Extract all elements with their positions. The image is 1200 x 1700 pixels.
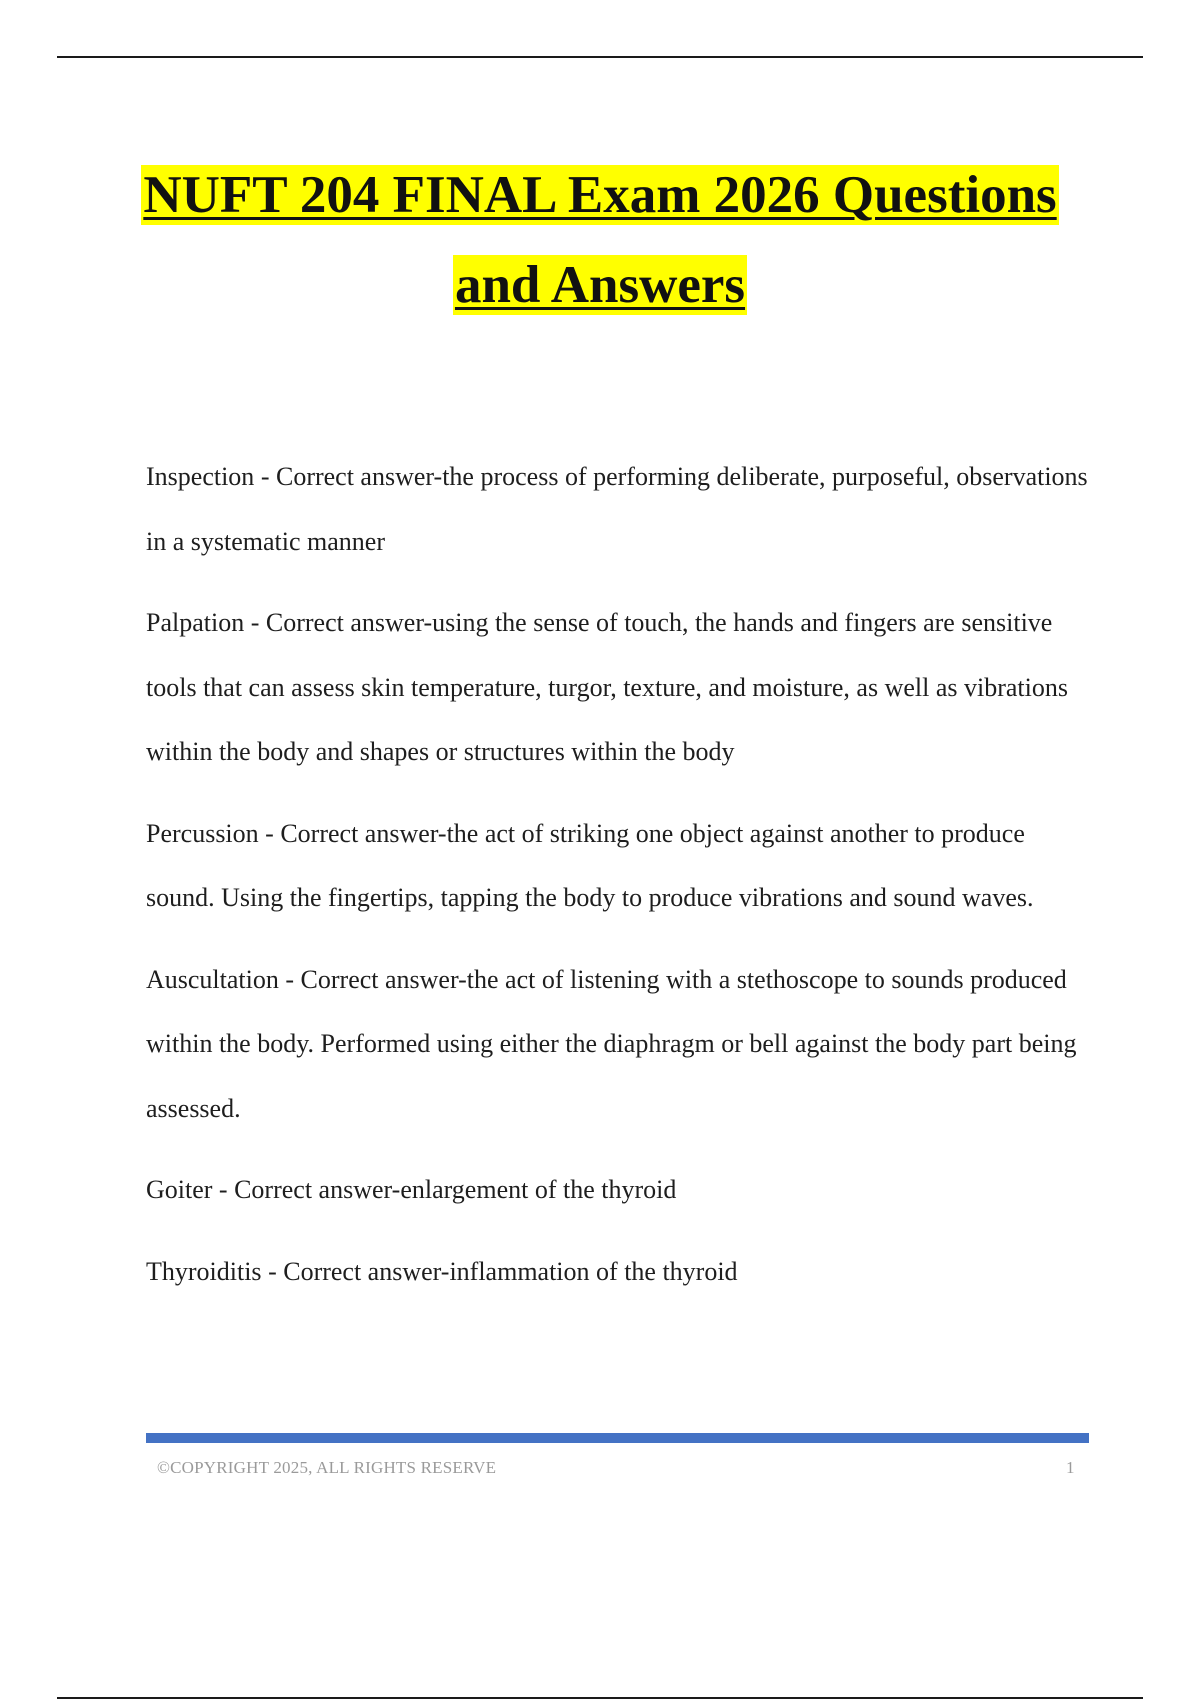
entry-definition: inflammation of the thyroid [449, 1256, 738, 1286]
entry-term: Palpation [146, 608, 245, 637]
entry-separator: - Correct answer- [254, 462, 443, 491]
entry-definition: the act of listening with a stethoscope to sounds produced within the body. Performed using either the diaphragm or bell against the body part being assessed. [146, 964, 1077, 1123]
qa-entry-thyroiditis [146, 1240, 1096, 1305]
qa-list [146, 445, 1096, 1321]
page-number: 1 [1066, 1458, 1075, 1477]
document-title [0, 165, 1200, 315]
qa-entry-percussion [146, 802, 1096, 931]
entry-separator: - Correct answer- [244, 608, 433, 637]
entry-definition: enlargement of the thyroid [400, 1175, 677, 1204]
entry-separator: - Correct answer- [258, 818, 447, 848]
entry-separator: - Correct answer- [278, 964, 467, 994]
footer-bar [146, 1433, 1089, 1443]
top-rule [57, 56, 1143, 58]
qa-entry-goiter [146, 1158, 1096, 1223]
entry-term: Inspection [146, 462, 255, 491]
title-line-1: NUFT 204 FINAL Exam 2026 Questions [143, 166, 1057, 224]
entry-definition: the act of striking one object against another to produce sound. Using the fingertips, tapping the body to produce vibrations and sound waves. [146, 818, 1034, 912]
title-line-2: and Answers [454, 256, 746, 314]
entry-term: Thyroiditis [146, 1256, 262, 1286]
entry-term: Auscultation [146, 964, 279, 994]
qa-entry-inspection [146, 445, 1096, 574]
entry-separator: - Correct answer- [212, 1175, 401, 1204]
qa-entry-palpation [146, 591, 1096, 785]
entry-term: Goiter [146, 1175, 213, 1204]
entry-separator: - Correct answer- [261, 1256, 450, 1286]
qa-entry-auscultation [146, 948, 1096, 1142]
entry-definition: using the sense of touch, the hands and fingers are sensitive tools that can assess skin temperature, turgor, texture, and moisture, as well as vibrations within the body and shapes or structures within the body [146, 608, 1068, 766]
bottom-rule [57, 1697, 1143, 1699]
footer-copyright: ©COPYRIGHT 2025, ALL RIGHTS RESERVE [157, 1458, 497, 1477]
entry-term: Percussion [146, 818, 259, 848]
entry-definition: the process of performing deliberate, purposeful, observations in a systematic manner [146, 462, 1088, 556]
